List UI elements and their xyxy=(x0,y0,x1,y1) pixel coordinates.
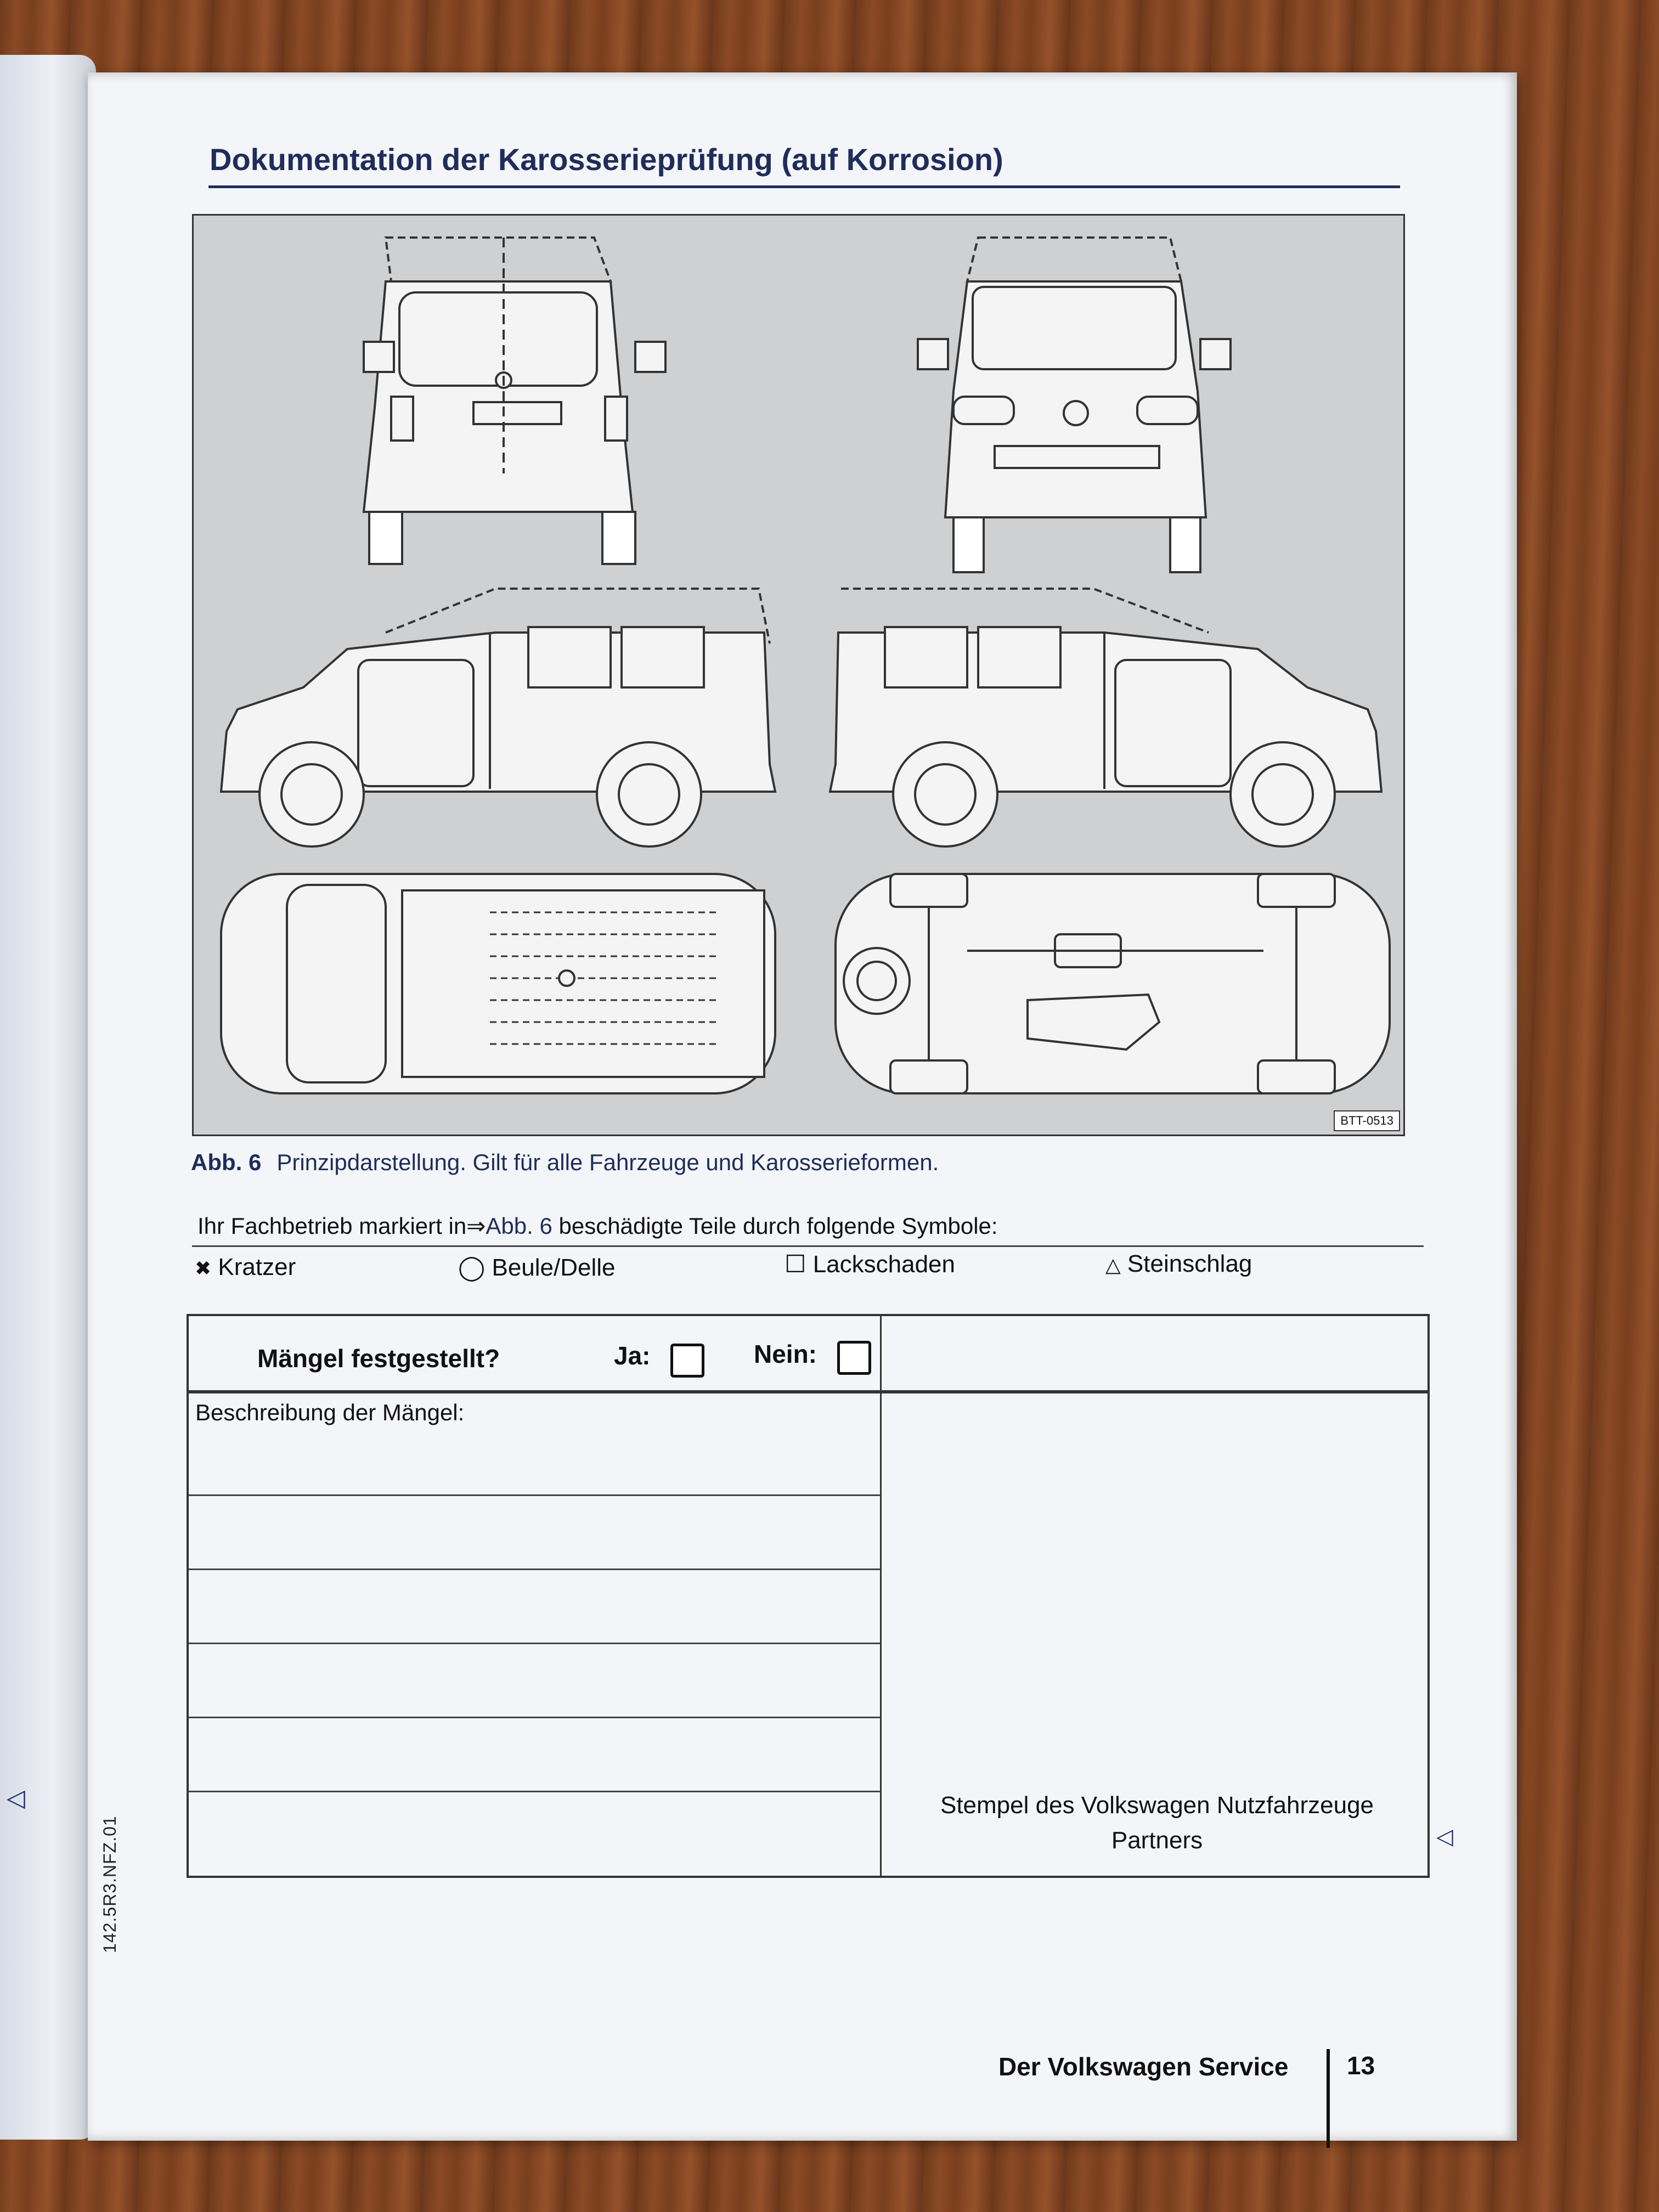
underbody-view xyxy=(836,874,1390,1093)
left-side-view xyxy=(221,589,775,847)
defects-form xyxy=(187,1314,1430,1878)
figure-code: BTT-0513 xyxy=(1334,1110,1400,1131)
page-number: 13 xyxy=(1347,2051,1375,2080)
legend-label-steinschlag: Steinschlag xyxy=(1127,1250,1252,1277)
front-view xyxy=(918,238,1231,572)
description-label: Beschreibung der Mängel: xyxy=(195,1400,465,1425)
legend-lackschaden xyxy=(785,1250,955,1278)
legend-kratzer xyxy=(195,1254,296,1281)
caption-label: Abb. 6 xyxy=(191,1149,262,1175)
yes-label: Ja: xyxy=(614,1341,651,1370)
form-column-divider xyxy=(880,1316,882,1876)
instruction-before: Ihr Fachbetrieb markiert in⇒ xyxy=(198,1213,486,1239)
instruction-rule xyxy=(192,1245,1424,1247)
footer-section: Der Volkswagen Service xyxy=(998,2052,1289,2081)
description-line[interactable] xyxy=(189,1791,880,1792)
no-checkbox[interactable] xyxy=(837,1341,871,1375)
legend-beule xyxy=(458,1254,616,1282)
description-line[interactable] xyxy=(189,1717,880,1718)
legend-label-beule: Beule/Delle xyxy=(492,1254,616,1281)
rear-view xyxy=(364,238,665,564)
right-side-view xyxy=(830,589,1381,847)
legend-steinschlag xyxy=(1105,1250,1252,1278)
square-icon: ☐ xyxy=(785,1251,806,1278)
side-code: 142.5R3.NFZ.01 xyxy=(100,1815,120,1953)
title-rule xyxy=(208,185,1400,188)
description-line[interactable] xyxy=(189,1568,880,1570)
figure-reference-link[interactable]: Abb. 6 xyxy=(486,1213,552,1239)
stamp-area-label xyxy=(891,1788,1423,1858)
no-label: Nein: xyxy=(754,1340,817,1368)
cross-icon: ✖ xyxy=(195,1257,212,1279)
defects-question: Mängel festgestellt? xyxy=(257,1344,500,1373)
description-line[interactable] xyxy=(189,1494,880,1496)
footer-rule xyxy=(1327,2049,1330,2148)
description-line[interactable] xyxy=(189,1643,880,1644)
instruction-text xyxy=(198,1212,998,1239)
stamp-line-1: Stempel des Volkswagen Nutzfahrzeuge xyxy=(940,1792,1374,1819)
top-view xyxy=(221,874,775,1093)
triangle-icon: △ xyxy=(1105,1254,1121,1276)
left-page-edge xyxy=(0,55,96,2140)
triangle-marker-icon: ◁ xyxy=(7,1785,25,1812)
page-title: Dokumentation der Karosserieprüfung (auf Korrosion) xyxy=(210,142,1003,177)
circle-icon: ◯ xyxy=(458,1254,486,1281)
caption-text: Prinzipdarstellung. Gilt für alle Fahrzeuge und Karosserieformen. xyxy=(276,1149,939,1175)
vehicle-drawings xyxy=(194,216,1403,1135)
legend-label-lackschaden: Lackschaden xyxy=(812,1251,955,1278)
instruction-after: beschädigte Teile durch folgende Symbole: xyxy=(552,1213,998,1239)
symbol-legend xyxy=(195,1250,1424,1286)
form-header-rule xyxy=(189,1390,1427,1393)
legend-label-kratzer: Kratzer xyxy=(218,1254,296,1280)
vehicle-diagram xyxy=(192,214,1405,1136)
triangle-marker-icon: ◁ xyxy=(1436,1825,1453,1849)
figure-caption xyxy=(191,1149,939,1176)
stamp-line-2: Partners xyxy=(1111,1826,1203,1854)
yes-checkbox[interactable] xyxy=(670,1344,704,1378)
